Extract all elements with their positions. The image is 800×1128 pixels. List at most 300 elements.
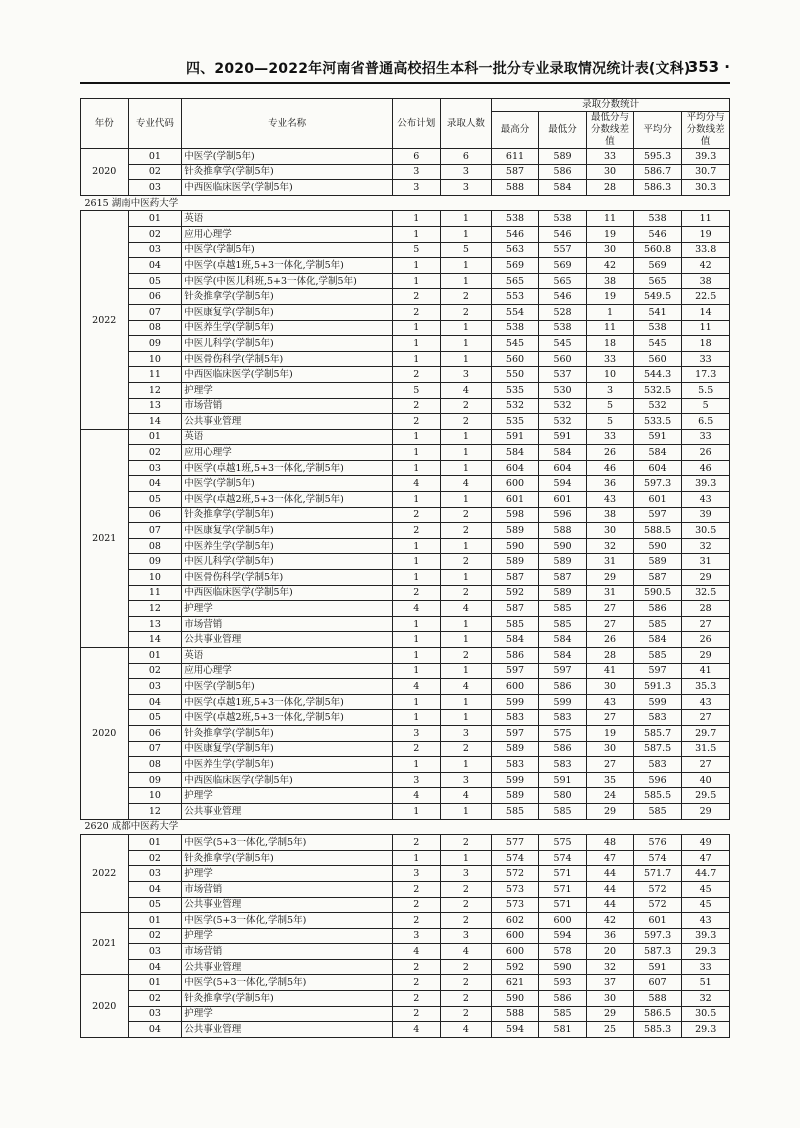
admitted-cell: 1 [440, 616, 492, 632]
max-cell: 594 [492, 1022, 539, 1038]
col-header-plan: 公布计划 [393, 99, 441, 149]
admitted-cell: 4 [440, 601, 492, 617]
avg-cell: 544.3 [633, 367, 682, 383]
plan-cell: 2 [393, 585, 441, 601]
avg-cell: 583 [633, 710, 682, 726]
min-cell: 589 [538, 585, 587, 601]
avg-diff-cell: 30.3 [682, 180, 730, 196]
code-cell: 02 [128, 991, 182, 1007]
min-diff-cell: 27 [587, 710, 634, 726]
avg-cell: 597 [633, 663, 682, 679]
plan-cell: 4 [393, 601, 441, 617]
avg-diff-cell: 29.3 [682, 944, 730, 960]
avg-cell: 591 [633, 429, 682, 445]
table-row [81, 538, 730, 554]
min-cell: 591 [538, 429, 587, 445]
admitted-cell: 1 [440, 663, 492, 679]
min-cell: 575 [538, 835, 587, 851]
code-cell: 01 [128, 913, 182, 929]
table-row [81, 663, 730, 679]
max-cell: 546 [492, 226, 539, 242]
code-cell: 01 [128, 975, 182, 991]
avg-cell: 584 [633, 445, 682, 461]
max-cell: 592 [492, 959, 539, 975]
plan-cell: 2 [393, 897, 441, 913]
avg-diff-cell: 43 [682, 913, 730, 929]
code-cell: 04 [128, 694, 182, 710]
major-name-cell: 针灸推拿学(学制5年) [182, 850, 393, 866]
min-diff-cell: 32 [587, 538, 634, 554]
min-diff-cell: 33 [587, 429, 634, 445]
major-name-cell: 公共事业管理 [182, 1022, 393, 1038]
code-cell: 06 [128, 725, 182, 741]
max-cell: 545 [492, 336, 539, 352]
table-row [81, 289, 730, 305]
table-row [81, 226, 730, 242]
admitted-cell: 2 [440, 648, 492, 664]
avg-diff-cell: 29 [682, 648, 730, 664]
table-row [81, 694, 730, 710]
code-cell: 02 [128, 850, 182, 866]
table-row [81, 414, 730, 430]
admitted-cell: 1 [440, 694, 492, 710]
code-cell: 04 [128, 881, 182, 897]
major-name-cell: 公共事业管理 [182, 959, 393, 975]
year-cell: 2020 [81, 975, 129, 1037]
major-name-cell: 中医养生学(学制5年) [182, 538, 393, 554]
min-cell: 596 [538, 507, 587, 523]
table-row [81, 881, 730, 897]
min-cell: 586 [538, 679, 587, 695]
admitted-cell: 1 [440, 632, 492, 648]
major-name-cell: 中西医临床医学(学制5年) [182, 367, 393, 383]
avg-cell: 585.3 [633, 1022, 682, 1038]
min-diff-cell: 25 [587, 1022, 634, 1038]
avg-cell: 586.3 [633, 180, 682, 196]
table-row [81, 991, 730, 1007]
major-name-cell: 市场营销 [182, 881, 393, 897]
major-name-cell: 中医学(学制5年) [182, 679, 393, 695]
major-name-cell: 中医学(卓越1班,5+3一体化,学制5年) [182, 694, 393, 710]
max-cell: 601 [492, 492, 539, 508]
admitted-cell: 2 [440, 585, 492, 601]
major-name-cell: 中医学(卓越2班,5+3一体化,学制5年) [182, 710, 393, 726]
max-cell: 588 [492, 180, 539, 196]
min-cell: 584 [538, 445, 587, 461]
plan-cell: 2 [393, 975, 441, 991]
code-cell: 11 [128, 367, 182, 383]
avg-cell: 587 [633, 570, 682, 586]
code-cell: 14 [128, 632, 182, 648]
major-name-cell: 公共事业管理 [182, 414, 393, 430]
table-row [81, 679, 730, 695]
max-cell: 550 [492, 367, 539, 383]
min-diff-cell: 30 [587, 741, 634, 757]
avg-diff-cell: 43 [682, 694, 730, 710]
plan-cell: 3 [393, 180, 441, 196]
admitted-cell: 5 [440, 242, 492, 258]
plan-cell: 1 [393, 258, 441, 274]
min-cell: 600 [538, 913, 587, 929]
avg-cell: 560 [633, 351, 682, 367]
avg-diff-cell: 27 [682, 757, 730, 773]
avg-diff-cell: 27 [682, 616, 730, 632]
admitted-cell: 3 [440, 928, 492, 944]
avg-cell: 589 [633, 554, 682, 570]
avg-cell: 599 [633, 694, 682, 710]
admitted-cell: 1 [440, 351, 492, 367]
min-diff-cell: 44 [587, 881, 634, 897]
code-cell: 04 [128, 476, 182, 492]
avg-diff-cell: 26 [682, 632, 730, 648]
max-cell: 590 [492, 538, 539, 554]
min-cell: 530 [538, 382, 587, 398]
min-diff-cell: 19 [587, 289, 634, 305]
avg-diff-cell: 39.3 [682, 476, 730, 492]
admitted-cell: 3 [440, 164, 492, 180]
plan-cell: 2 [393, 507, 441, 523]
min-diff-cell: 19 [587, 725, 634, 741]
min-diff-cell: 3 [587, 382, 634, 398]
avg-diff-cell: 31 [682, 554, 730, 570]
avg-cell: 533.5 [633, 414, 682, 430]
avg-diff-cell: 29 [682, 803, 730, 819]
plan-cell: 2 [393, 1006, 441, 1022]
code-cell: 04 [128, 258, 182, 274]
avg-cell: 587.5 [633, 741, 682, 757]
max-cell: 597 [492, 725, 539, 741]
avg-diff-cell: 40 [682, 772, 730, 788]
table-row [81, 928, 730, 944]
table-row [81, 164, 730, 180]
avg-cell: 532 [633, 398, 682, 414]
avg-diff-cell: 31.5 [682, 741, 730, 757]
avg-cell: 591.3 [633, 679, 682, 695]
admitted-cell: 3 [440, 772, 492, 788]
admitted-cell: 1 [440, 226, 492, 242]
col-header-admitted: 录取人数 [440, 99, 492, 149]
major-name-cell: 中医康复学(学制5年) [182, 523, 393, 539]
avg-cell: 587.3 [633, 944, 682, 960]
major-name-cell: 中医学(卓越1班,5+3一体化,学制5年) [182, 460, 393, 476]
plan-cell: 1 [393, 803, 441, 819]
school-name: 2620 成都中医药大学 [81, 819, 730, 835]
avg-cell: 571.7 [633, 866, 682, 882]
admitted-cell: 2 [440, 398, 492, 414]
max-cell: 589 [492, 741, 539, 757]
avg-cell: 597.3 [633, 928, 682, 944]
avg-diff-cell: 49 [682, 835, 730, 851]
min-cell: 590 [538, 538, 587, 554]
max-cell: 577 [492, 835, 539, 851]
avg-cell: 574 [633, 850, 682, 866]
min-cell: 588 [538, 523, 587, 539]
max-cell: 553 [492, 289, 539, 305]
min-cell: 571 [538, 897, 587, 913]
avg-diff-cell: 45 [682, 897, 730, 913]
min-diff-cell: 30 [587, 523, 634, 539]
table-row [81, 351, 730, 367]
min-diff-cell: 47 [587, 850, 634, 866]
min-cell: 594 [538, 476, 587, 492]
min-diff-cell: 44 [587, 866, 634, 882]
avg-cell: 560.8 [633, 242, 682, 258]
admitted-cell: 3 [440, 180, 492, 196]
plan-cell: 1 [393, 554, 441, 570]
plan-cell: 1 [393, 492, 441, 508]
avg-cell: 597.3 [633, 476, 682, 492]
avg-diff-cell: 5.5 [682, 382, 730, 398]
admitted-cell: 1 [440, 850, 492, 866]
min-cell: 584 [538, 648, 587, 664]
code-cell: 03 [128, 180, 182, 196]
avg-diff-cell: 19 [682, 226, 730, 242]
plan-cell: 1 [393, 460, 441, 476]
code-cell: 01 [128, 211, 182, 227]
min-diff-cell: 27 [587, 616, 634, 632]
avg-cell: 546 [633, 226, 682, 242]
min-diff-cell: 44 [587, 897, 634, 913]
major-name-cell: 应用心理学 [182, 226, 393, 242]
table-row [81, 320, 730, 336]
avg-diff-cell: 43 [682, 492, 730, 508]
avg-diff-cell: 11 [682, 320, 730, 336]
code-cell: 12 [128, 601, 182, 617]
min-cell: 584 [538, 180, 587, 196]
max-cell: 587 [492, 601, 539, 617]
code-cell: 01 [128, 429, 182, 445]
code-cell: 01 [128, 835, 182, 851]
avg-diff-cell: 14 [682, 304, 730, 320]
col-header-year: 年份 [81, 99, 129, 149]
min-cell: 593 [538, 975, 587, 991]
avg-cell: 607 [633, 975, 682, 991]
major-name-cell: 中医养生学(学制5年) [182, 757, 393, 773]
plan-cell: 1 [393, 226, 441, 242]
code-cell: 09 [128, 336, 182, 352]
avg-diff-cell: 30.5 [682, 523, 730, 539]
code-cell: 05 [128, 710, 182, 726]
plan-cell: 1 [393, 694, 441, 710]
year-cell: 2020 [81, 149, 129, 196]
min-cell: 560 [538, 351, 587, 367]
table-row [81, 757, 730, 773]
avg-diff-cell: 29.5 [682, 788, 730, 804]
min-cell: 599 [538, 694, 587, 710]
avg-diff-cell: 41 [682, 663, 730, 679]
plan-cell: 5 [393, 382, 441, 398]
admitted-cell: 2 [440, 741, 492, 757]
min-cell: 589 [538, 149, 587, 165]
major-name-cell: 中医学(中医儿科班,5+3一体化,学制5年) [182, 273, 393, 289]
min-diff-cell: 36 [587, 476, 634, 492]
max-cell: 538 [492, 320, 539, 336]
min-diff-cell: 29 [587, 1006, 634, 1022]
admission-stats-table [80, 98, 730, 1038]
admitted-cell: 1 [440, 460, 492, 476]
code-cell: 01 [128, 648, 182, 664]
avg-diff-cell: 33 [682, 351, 730, 367]
table-row [81, 211, 730, 227]
code-cell: 04 [128, 1022, 182, 1038]
code-cell: 05 [128, 492, 182, 508]
major-name-cell: 中医学(卓越1班,5+3一体化,学制5年) [182, 258, 393, 274]
min-cell: 537 [538, 367, 587, 383]
max-cell: 590 [492, 991, 539, 1007]
major-name-cell: 中医学(卓越2班,5+3一体化,学制5年) [182, 492, 393, 508]
avg-diff-cell: 33 [682, 959, 730, 975]
min-diff-cell: 19 [587, 226, 634, 242]
table-row [81, 570, 730, 586]
avg-diff-cell: 30.5 [682, 1006, 730, 1022]
min-diff-cell: 30 [587, 991, 634, 1007]
avg-cell: 591 [633, 959, 682, 975]
max-cell: 583 [492, 710, 539, 726]
plan-cell: 2 [393, 835, 441, 851]
plan-cell: 2 [393, 304, 441, 320]
admitted-cell: 1 [440, 320, 492, 336]
plan-cell: 2 [393, 881, 441, 897]
avg-diff-cell: 30.7 [682, 164, 730, 180]
min-cell: 591 [538, 772, 587, 788]
avg-cell: 586.5 [633, 1006, 682, 1022]
major-name-cell: 公共事业管理 [182, 803, 393, 819]
plan-cell: 2 [393, 913, 441, 929]
avg-cell: 586.7 [633, 164, 682, 180]
avg-cell: 590.5 [633, 585, 682, 601]
table-row [81, 710, 730, 726]
min-cell: 583 [538, 757, 587, 773]
code-cell: 10 [128, 351, 182, 367]
avg-diff-cell: 35.3 [682, 679, 730, 695]
admitted-cell: 1 [440, 710, 492, 726]
min-cell: 583 [538, 710, 587, 726]
min-diff-cell: 43 [587, 492, 634, 508]
table-row [81, 273, 730, 289]
table-row [81, 585, 730, 601]
max-cell: 584 [492, 632, 539, 648]
min-diff-cell: 43 [587, 694, 634, 710]
min-cell: 532 [538, 398, 587, 414]
major-name-cell: 中医学(5+3一体化,学制5年) [182, 835, 393, 851]
plan-cell: 2 [393, 398, 441, 414]
table-row [81, 149, 730, 165]
page-header [80, 52, 730, 84]
admitted-cell: 2 [440, 835, 492, 851]
min-cell: 528 [538, 304, 587, 320]
max-cell: 538 [492, 211, 539, 227]
min-cell: 575 [538, 725, 587, 741]
avg-cell: 585 [633, 648, 682, 664]
max-cell: 600 [492, 928, 539, 944]
min-cell: 545 [538, 336, 587, 352]
code-cell: 07 [128, 523, 182, 539]
max-cell: 535 [492, 382, 539, 398]
admitted-cell: 1 [440, 570, 492, 586]
major-name-cell: 中西医临床医学(学制5年) [182, 180, 393, 196]
school-header-row [81, 195, 730, 211]
avg-diff-cell: 26 [682, 445, 730, 461]
min-cell: 574 [538, 850, 587, 866]
max-cell: 598 [492, 507, 539, 523]
max-cell: 621 [492, 975, 539, 991]
table-row [81, 601, 730, 617]
max-cell: 602 [492, 913, 539, 929]
col-header-avg: 平均分 [633, 112, 682, 149]
min-cell: 571 [538, 881, 587, 897]
avg-cell: 545 [633, 336, 682, 352]
max-cell: 591 [492, 429, 539, 445]
min-cell: 581 [538, 1022, 587, 1038]
min-diff-cell: 5 [587, 398, 634, 414]
avg-diff-cell: 22.5 [682, 289, 730, 305]
min-diff-cell: 29 [587, 803, 634, 819]
plan-cell: 2 [393, 367, 441, 383]
table-row [81, 616, 730, 632]
admitted-cell: 4 [440, 944, 492, 960]
admitted-cell: 3 [440, 367, 492, 383]
major-name-cell: 中医儿科学(学制5年) [182, 336, 393, 352]
plan-cell: 3 [393, 928, 441, 944]
min-diff-cell: 32 [587, 959, 634, 975]
max-cell: 597 [492, 663, 539, 679]
plan-cell: 3 [393, 164, 441, 180]
min-diff-cell: 31 [587, 554, 634, 570]
table-row [81, 258, 730, 274]
min-diff-cell: 48 [587, 835, 634, 851]
avg-cell: 590 [633, 538, 682, 554]
avg-diff-cell: 27 [682, 710, 730, 726]
admitted-cell: 6 [440, 149, 492, 165]
plan-cell: 6 [393, 149, 441, 165]
table-row [81, 835, 730, 851]
year-cell: 2022 [81, 835, 129, 913]
min-cell: 538 [538, 320, 587, 336]
admitted-cell: 4 [440, 382, 492, 398]
table-row [81, 1006, 730, 1022]
min-diff-cell: 37 [587, 975, 634, 991]
code-cell: 13 [128, 616, 182, 632]
code-cell: 10 [128, 788, 182, 804]
major-name-cell: 护理学 [182, 382, 393, 398]
admitted-cell: 2 [440, 523, 492, 539]
admitted-cell: 2 [440, 991, 492, 1007]
code-cell: 03 [128, 866, 182, 882]
max-cell: 584 [492, 445, 539, 461]
admitted-cell: 1 [440, 429, 492, 445]
min-cell: 569 [538, 258, 587, 274]
admitted-cell: 4 [440, 1022, 492, 1038]
max-cell: 600 [492, 476, 539, 492]
year-cell: 2021 [81, 429, 129, 647]
code-cell: 11 [128, 585, 182, 601]
plan-cell: 4 [393, 476, 441, 492]
major-name-cell: 针灸推拿学(学制5年) [182, 164, 393, 180]
major-name-cell: 护理学 [182, 601, 393, 617]
max-cell: 586 [492, 648, 539, 664]
plan-cell: 2 [393, 959, 441, 975]
min-diff-cell: 24 [587, 788, 634, 804]
code-cell: 06 [128, 289, 182, 305]
avg-cell: 532.5 [633, 382, 682, 398]
year-cell: 2020 [81, 648, 129, 820]
min-cell: 557 [538, 242, 587, 258]
min-diff-cell: 28 [587, 648, 634, 664]
avg-diff-cell: 39 [682, 507, 730, 523]
max-cell: 535 [492, 414, 539, 430]
avg-cell: 549.5 [633, 289, 682, 305]
admitted-cell: 4 [440, 788, 492, 804]
